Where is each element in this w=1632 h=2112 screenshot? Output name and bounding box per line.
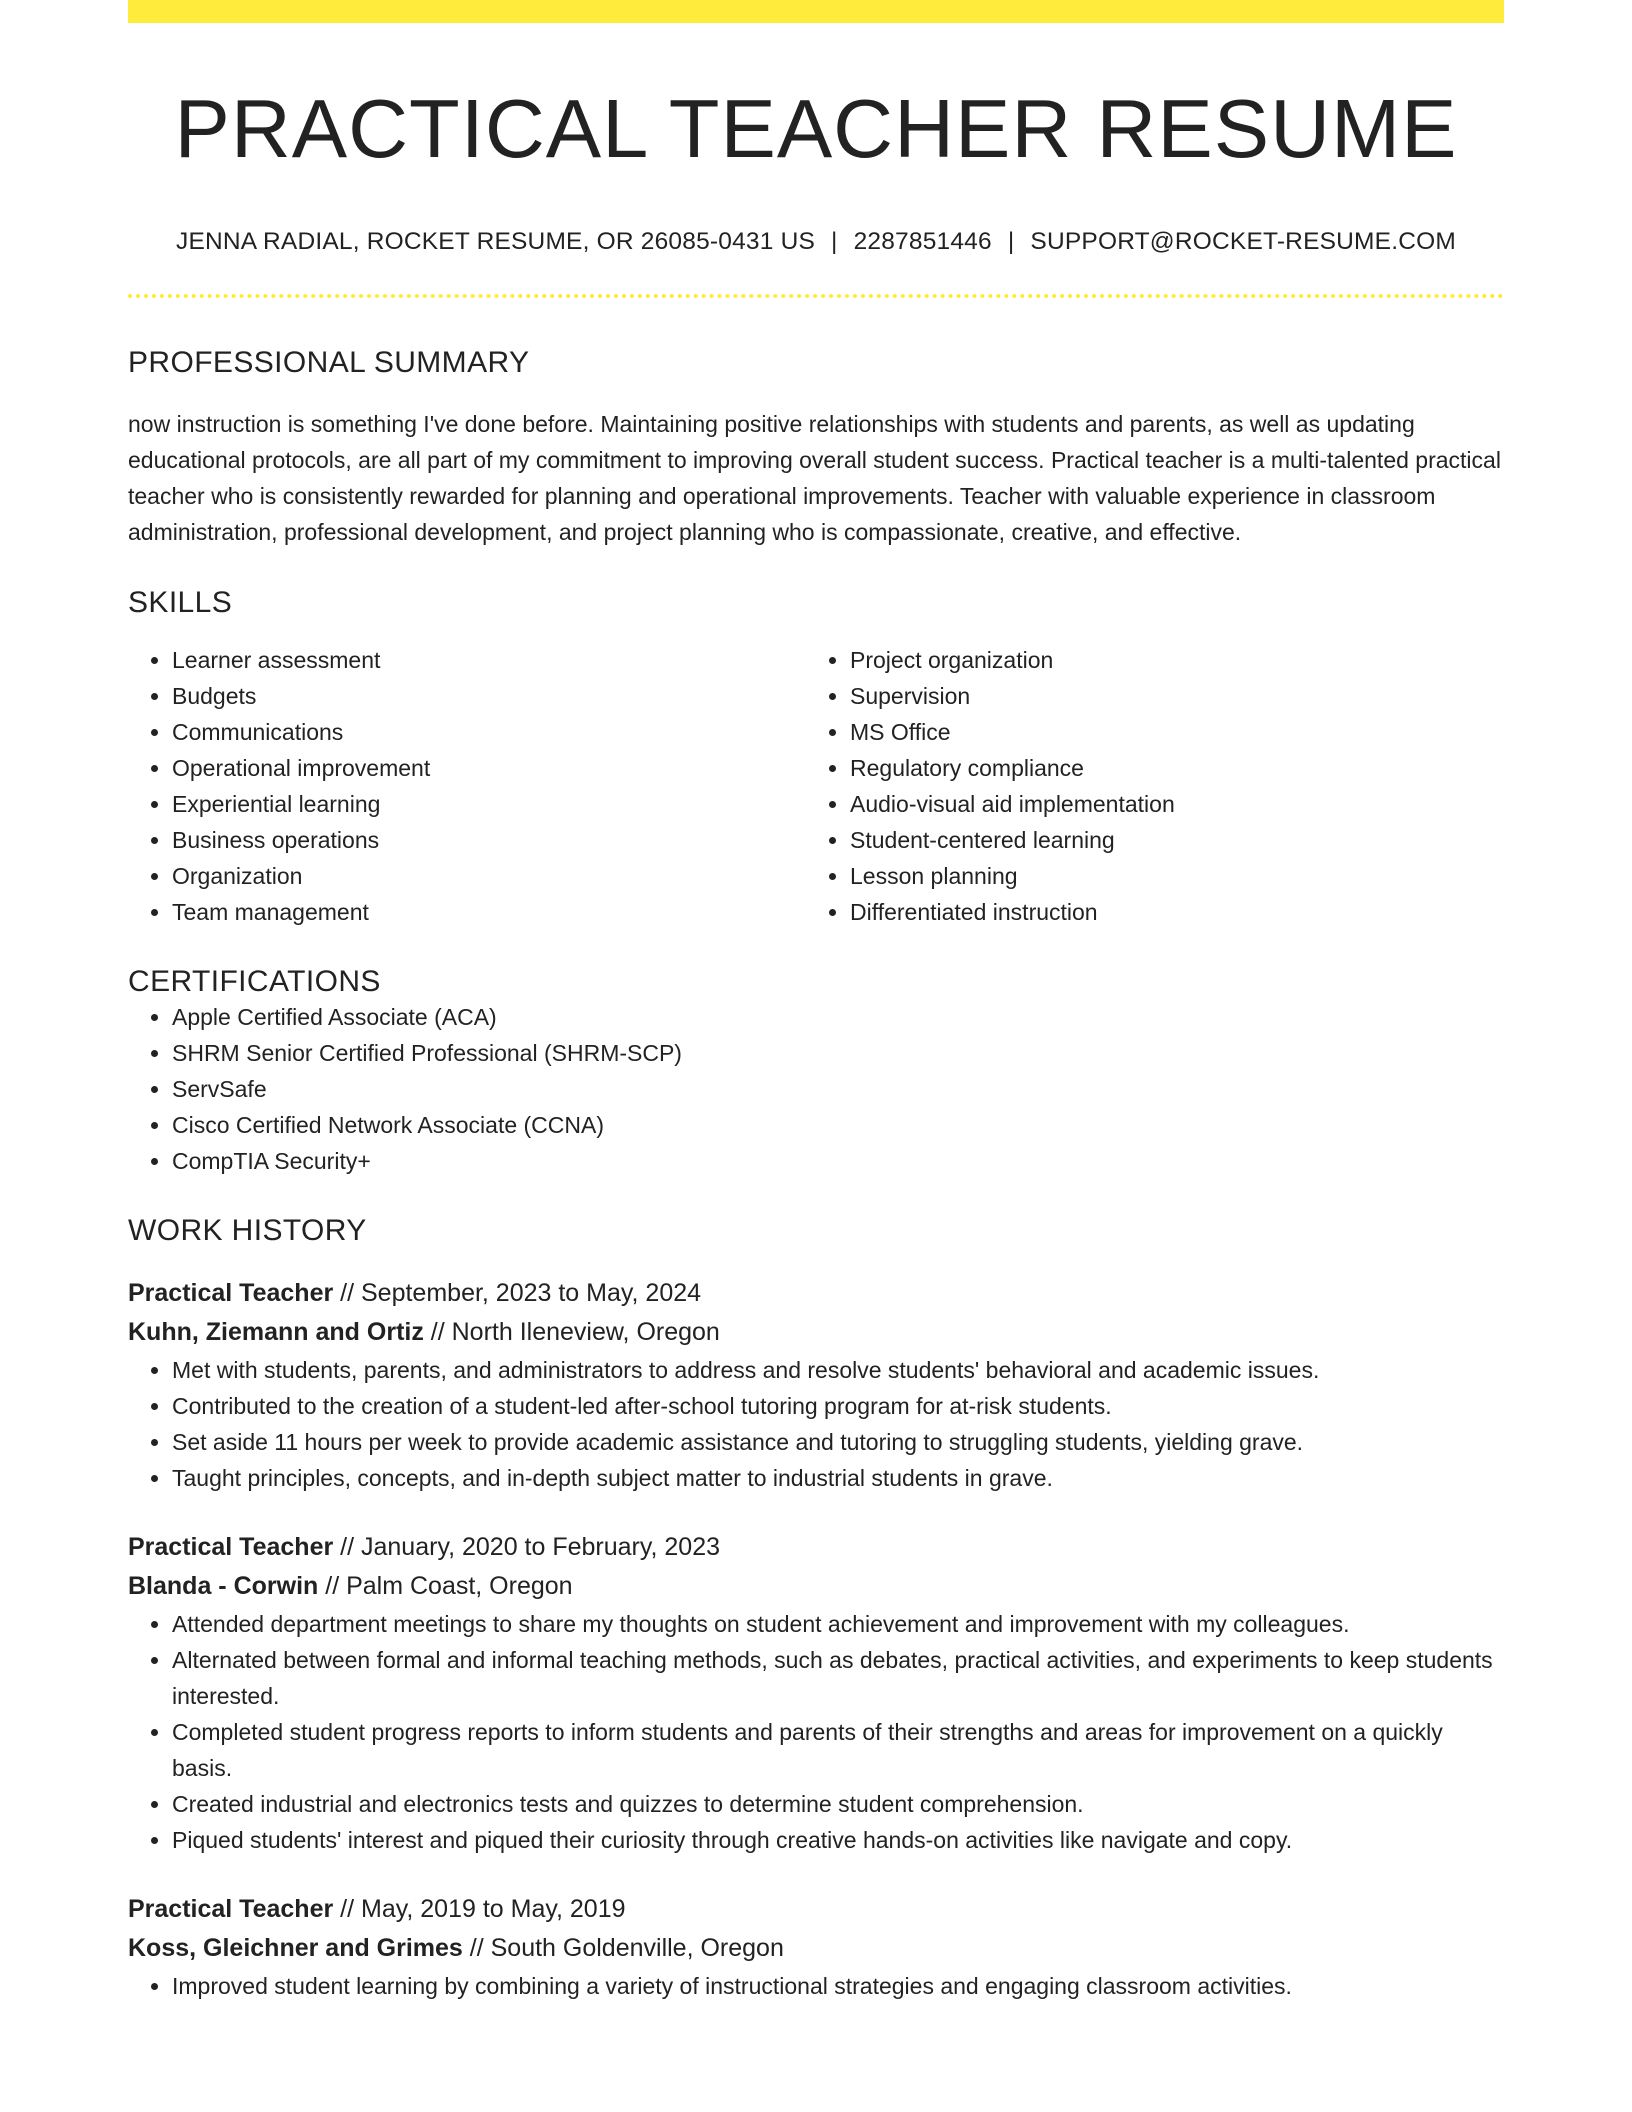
- certification-item: • ServSafe: [172, 1071, 1504, 1107]
- job-bullet: • Improved student learning by combining a variety of instructional strategies and engaging classroom activities.: [172, 1968, 1504, 2004]
- job-title-line: [128, 1528, 1504, 1567]
- job-title-line: [128, 1890, 1504, 1929]
- summary-heading: PROFESSIONAL SUMMARY: [128, 346, 530, 380]
- resume-title: PRACTICAL TEACHER RESUME: [174, 82, 1458, 175]
- job-bullets: [128, 1606, 1504, 1858]
- skill-item: • Team management: [172, 894, 806, 930]
- job-company: Koss, Gleichner and Grimes: [128, 1934, 463, 1963]
- job-dates: // September, 2023 to May, 2024: [333, 1279, 702, 1308]
- contact-separator: |: [831, 228, 838, 256]
- accent-top-bar: [128, 0, 1504, 23]
- skills-list-left: [128, 642, 806, 930]
- job-bullet: • Alternated between formal and informal teaching methods, such as debates, practical activities, and experiments to keep students interested.: [172, 1642, 1504, 1714]
- skill-item: • Lesson planning: [850, 858, 1484, 894]
- job-bullet: • Attended department meetings to share my thoughts on student achievement and improvement with my colleagues.: [172, 1606, 1504, 1642]
- skill-item: • Organization: [172, 858, 806, 894]
- skill-item: • Differentiated instruction: [850, 894, 1484, 930]
- skills-column-right: [806, 642, 1484, 930]
- job-entry: [128, 1274, 1504, 1496]
- job-bullets: [128, 1352, 1504, 1496]
- contact-email: SUPPORT@ROCKET-RESUME.COM: [1030, 228, 1456, 256]
- skill-item: • Audio-visual aid implementation: [850, 786, 1484, 822]
- contact-phone: 2287851446: [853, 228, 992, 256]
- skill-item: • Budgets: [172, 678, 806, 714]
- job-bullet: • Piqued students' interest and piqued their curiosity through creative hands-on activities like navigate and copy.: [172, 1822, 1504, 1858]
- job-company-line: [128, 1313, 1504, 1352]
- job-company-line: [128, 1929, 1504, 1968]
- job-entry: [128, 1528, 1504, 1858]
- job-bullet: • Completed student progress reports to inform students and parents of their strengths and areas for improvement on a quickly basis.: [172, 1714, 1504, 1786]
- skills-column-left: [128, 642, 806, 930]
- skills-heading: SKILLS: [128, 586, 233, 620]
- job-title-line: [128, 1274, 1504, 1313]
- job-bullet: • Met with students, parents, and administrators to address and resolve students' behavioral and academic issues.: [172, 1352, 1504, 1388]
- certifications-heading: CERTIFICATIONS: [128, 965, 381, 999]
- skill-item: • Experiential learning: [172, 786, 806, 822]
- job-bullet: • Taught principles, concepts, and in-depth subject matter to industrial students in grave.: [172, 1460, 1504, 1496]
- job-entry: [128, 1890, 1504, 2004]
- summary-text: now instruction is something I've done before. Maintaining positive relationships with students and parents, as well as updating educational protocols, are all part of my commitment to improving overall student success. Practical teacher is a multi-talented practical teacher who is consistently rewarded for planning and operational improvements. Teacher with valuable experience in classroom administration, professional development, and project planning who is compassionate, creative, and effective.: [128, 411, 1501, 546]
- contact-line: [128, 228, 1504, 256]
- job-bullets: [128, 1968, 1504, 2004]
- skill-item: • Communications: [172, 714, 806, 750]
- job-bullet: • Set aside 11 hours per week to provide academic assistance and tutoring to struggling students, yielding grave.: [172, 1424, 1504, 1460]
- job-company-line: [128, 1567, 1504, 1606]
- skill-item: • Project organization: [850, 642, 1484, 678]
- skill-item: • Regulatory compliance: [850, 750, 1484, 786]
- job-bullet: • Contributed to the creation of a student-led after-school tutoring program for at-risk students.: [172, 1388, 1504, 1424]
- skill-item: • Business operations: [172, 822, 806, 858]
- skill-item: • MS Office: [850, 714, 1484, 750]
- job-location: // North Ileneview, Oregon: [423, 1318, 720, 1347]
- job-dates: // January, 2020 to February, 2023: [333, 1533, 721, 1562]
- skill-item: • Supervision: [850, 678, 1484, 714]
- certification-item: • Cisco Certified Network Associate (CCNA): [172, 1107, 1504, 1143]
- skills-columns: [128, 642, 1504, 930]
- skills-list-right: [806, 642, 1484, 930]
- job-location: // Palm Coast, Oregon: [318, 1572, 573, 1601]
- job-title: Practical Teacher: [128, 1279, 334, 1308]
- dotted-divider: [128, 294, 1504, 298]
- contact-separator: |: [1007, 228, 1015, 256]
- job-dates: // May, 2019 to May, 2019: [333, 1895, 626, 1924]
- certification-item: • SHRM Senior Certified Professional (SHRM-SCP): [172, 1035, 1504, 1071]
- certification-item: • CompTIA Security+: [172, 1143, 1504, 1179]
- job-title: Practical Teacher: [128, 1895, 334, 1924]
- certifications-list: [128, 999, 1504, 1179]
- skill-item: • Learner assessment: [172, 642, 806, 678]
- resume-page: [128, 0, 1504, 2004]
- certification-item: • Apple Certified Associate (ACA): [172, 999, 1504, 1035]
- contact-address: JENNA RADIAL, ROCKET RESUME, OR 26085-0431 US: [176, 228, 815, 256]
- job-title: Practical Teacher: [128, 1533, 334, 1562]
- work-history-heading: WORK HISTORY: [128, 1214, 367, 1248]
- job-bullet: • Created industrial and electronics tests and quizzes to determine student comprehension.: [172, 1786, 1504, 1822]
- job-location: // South Goldenville, Oregon: [462, 1934, 784, 1963]
- job-company: Blanda - Corwin: [128, 1572, 319, 1601]
- job-company: Kuhn, Ziemann and Ortiz: [128, 1318, 424, 1347]
- skill-item: • Student-centered learning: [850, 822, 1484, 858]
- skill-item: • Operational improvement: [172, 750, 806, 786]
